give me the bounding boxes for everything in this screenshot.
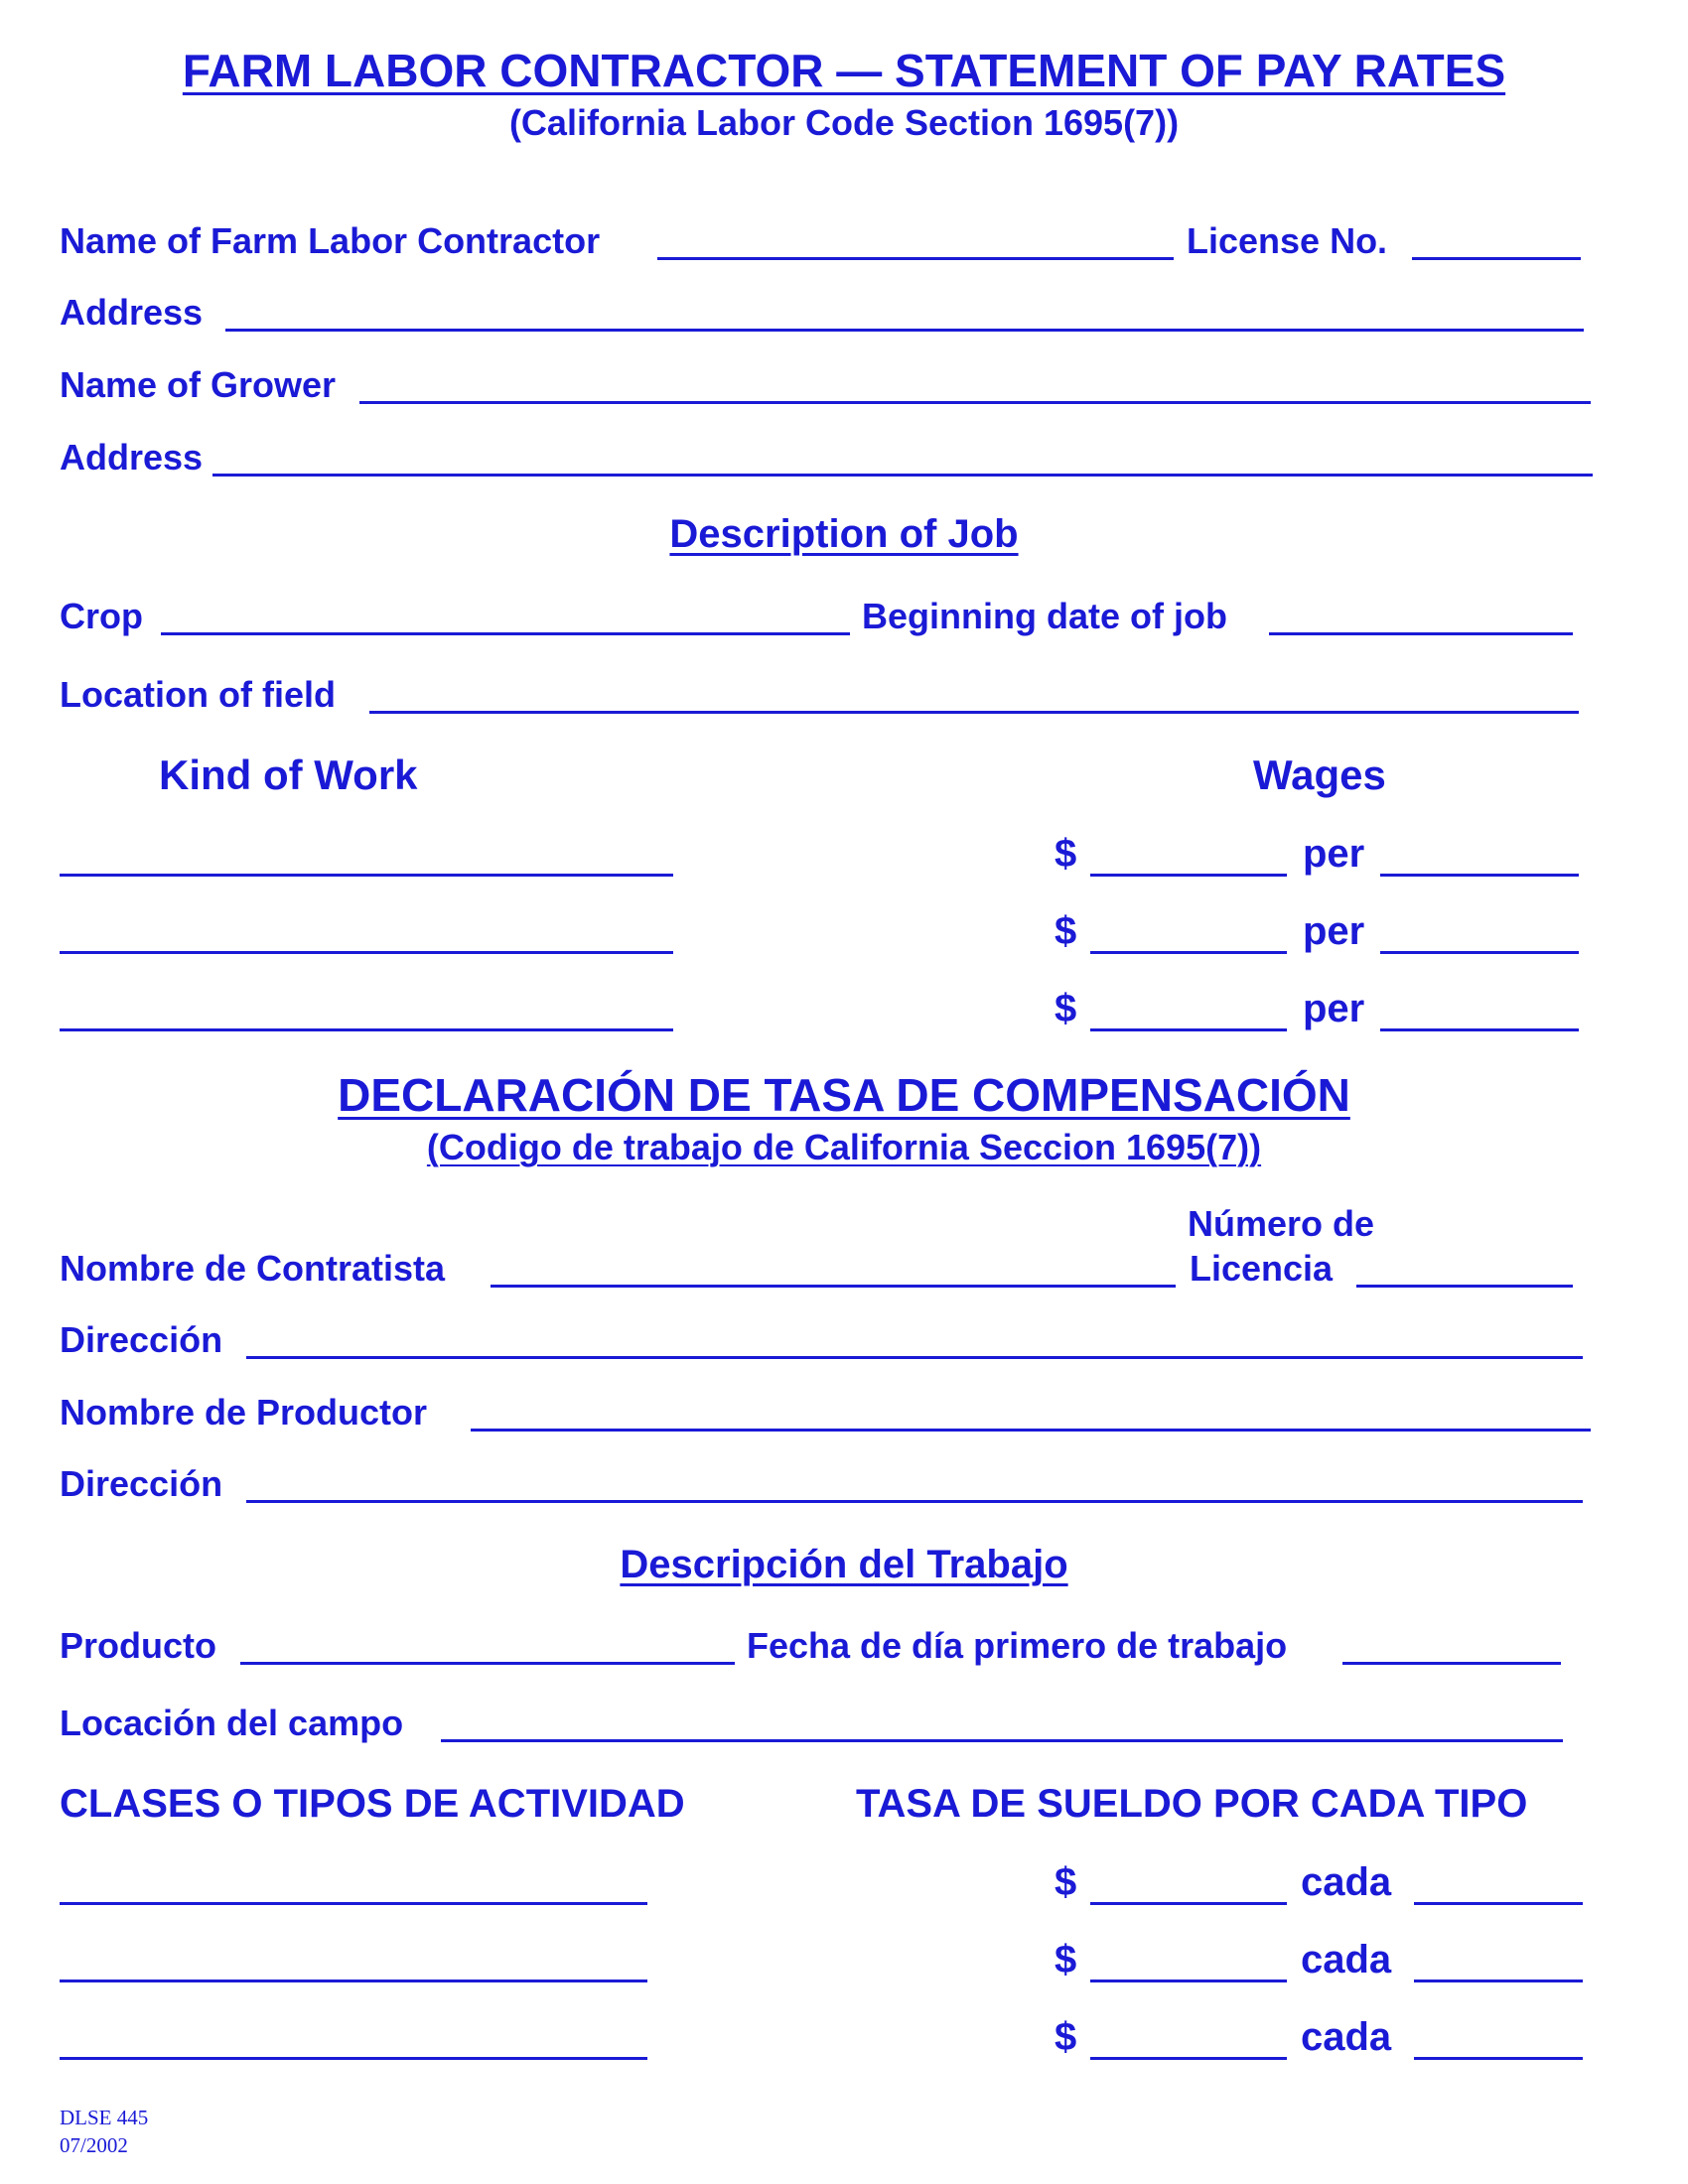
wages-heading: Wages xyxy=(1253,751,1386,798)
wage-unit-field-3[interactable] xyxy=(1380,1028,1579,1031)
begin-date-field[interactable] xyxy=(1269,632,1573,635)
wage-unit-field-1[interactable] xyxy=(1380,874,1579,877)
activity-types-heading: CLASES O TIPOS DE ACTIVIDAD xyxy=(60,1782,685,1826)
contractor-address-label: Address xyxy=(60,292,204,333)
rate-unit-field-2[interactable] xyxy=(1414,1979,1583,1982)
license-number-label-line2: Licencia xyxy=(1190,1248,1334,1289)
wage-amount-field-3[interactable] xyxy=(1090,1028,1287,1031)
kind-of-work-heading: Kind of Work xyxy=(159,751,418,798)
spanish-subtitle: (Codigo de trabajo de California Seccion 1695(7)) xyxy=(426,1127,1262,1167)
wage-currency-3: $ xyxy=(1055,987,1077,1030)
contratista-address-field[interactable] xyxy=(246,1356,1583,1359)
grower-name-label: Name of Grower xyxy=(60,364,337,405)
rate-unit-field-1[interactable] xyxy=(1414,1902,1583,1905)
campo-location-field[interactable] xyxy=(441,1739,1563,1742)
producto-field[interactable] xyxy=(240,1662,735,1665)
contratista-address-label: Dirección xyxy=(60,1319,223,1360)
crop-label: Crop xyxy=(60,596,143,636)
wage-per-label-1: per xyxy=(1303,832,1365,876)
contractor-name-label: Name of Farm Labor Contractor xyxy=(60,220,601,261)
grower-name-field[interactable] xyxy=(359,401,1591,404)
wage-currency-1: $ xyxy=(1055,832,1077,876)
license-number-label-line1: Número de xyxy=(1188,1203,1375,1244)
begin-date-label: Beginning date of job xyxy=(862,596,1227,636)
job-description-heading: Description of Job xyxy=(669,512,1019,556)
spanish-title: DECLARACIÓN DE TASA DE COMPENSACIÓN xyxy=(338,1069,1350,1121)
rate-currency-2: $ xyxy=(1055,1938,1077,1981)
rate-currency-3: $ xyxy=(1055,2015,1077,2059)
activity-field-2[interactable] xyxy=(60,1979,647,1982)
form-title: FARM LABOR CONTRACTOR — STATEMENT OF PAY RATES xyxy=(182,45,1506,96)
rate-per-type-heading: TASA DE SUELDO POR CADA TIPO xyxy=(856,1782,1528,1826)
rate-amount-field-2[interactable] xyxy=(1090,1979,1287,1982)
productor-address-label: Dirección xyxy=(60,1463,223,1504)
license-field[interactable] xyxy=(1412,257,1581,260)
rate-amount-field-1[interactable] xyxy=(1090,1902,1287,1905)
form-date: 07/2002 xyxy=(60,2133,128,2157)
kind-of-work-field-2[interactable] xyxy=(60,951,673,954)
contratista-name-field[interactable] xyxy=(491,1285,1176,1288)
license-label: License No. xyxy=(1187,220,1388,261)
kind-of-work-field-1[interactable] xyxy=(60,874,673,877)
first-day-label: Fecha de día primero de trabajo xyxy=(747,1625,1288,1666)
rate-currency-1: $ xyxy=(1055,1860,1077,1904)
kind-of-work-field-3[interactable] xyxy=(60,1028,673,1031)
activity-field-3[interactable] xyxy=(60,2057,647,2060)
productor-name-label: Nombre de Productor xyxy=(60,1392,428,1433)
rate-amount-field-3[interactable] xyxy=(1090,2057,1287,2060)
contractor-name-field[interactable] xyxy=(657,257,1174,260)
grower-address-field[interactable] xyxy=(212,474,1593,477)
rate-cada-label-3: cada xyxy=(1301,2015,1392,2059)
grower-address-label: Address xyxy=(60,437,204,478)
field-location-label: Location of field xyxy=(60,674,336,715)
wage-per-label-2: per xyxy=(1303,909,1365,953)
wage-per-label-3: per xyxy=(1303,987,1365,1030)
rate-cada-label-2: cada xyxy=(1301,1938,1392,1981)
productor-name-field[interactable] xyxy=(471,1429,1591,1432)
campo-location-label: Locación del campo xyxy=(60,1703,404,1743)
trabajo-description-heading: Descripción del Trabajo xyxy=(620,1543,1068,1586)
wage-unit-field-2[interactable] xyxy=(1380,951,1579,954)
producto-label: Producto xyxy=(60,1625,216,1666)
wage-amount-field-1[interactable] xyxy=(1090,874,1287,877)
rate-unit-field-3[interactable] xyxy=(1414,2057,1583,2060)
wage-currency-2: $ xyxy=(1055,909,1077,953)
wage-amount-field-2[interactable] xyxy=(1090,951,1287,954)
contractor-address-field[interactable] xyxy=(225,329,1584,332)
contratista-name-label: Nombre de Contratista xyxy=(60,1248,446,1289)
form-subtitle: (California Labor Code Section 1695(7)) xyxy=(508,102,1180,143)
crop-field[interactable] xyxy=(161,632,850,635)
form-number: DLSE 445 xyxy=(60,2106,149,2129)
productor-address-field[interactable] xyxy=(246,1500,1583,1503)
activity-field-1[interactable] xyxy=(60,1902,647,1905)
field-location-field[interactable] xyxy=(369,711,1579,714)
first-day-field[interactable] xyxy=(1342,1662,1561,1665)
licencia-field[interactable] xyxy=(1356,1285,1573,1288)
rate-cada-label-1: cada xyxy=(1301,1860,1392,1904)
